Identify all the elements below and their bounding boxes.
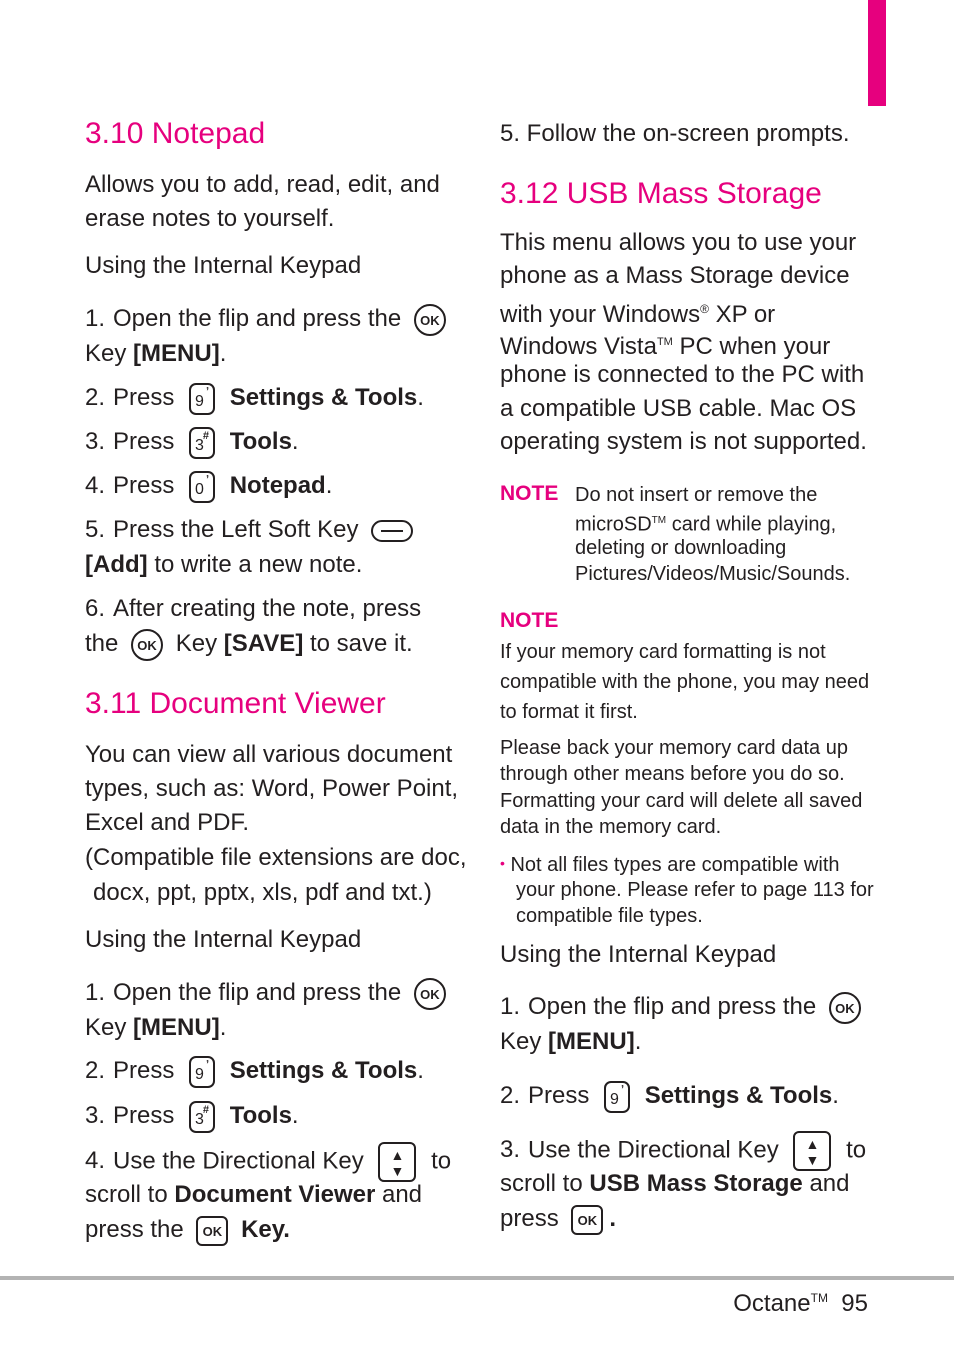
step-number: 1. xyxy=(85,305,106,332)
usb-para-line-7: operating system is not supported. xyxy=(500,428,867,455)
usb-step-2: 2. Press 9 ʼ Settings & Tools. xyxy=(500,1078,839,1113)
note-1-line-4: Pictures/Videos/Music/Sounds. xyxy=(575,563,851,585)
docviewer-step-1-cont: Key [MENU]. xyxy=(85,1014,227,1041)
step-number: 4. xyxy=(85,472,106,499)
ok-key-icon: OK xyxy=(414,304,446,336)
step-number: 3. xyxy=(85,428,106,455)
step-number: 2. xyxy=(500,1082,521,1109)
zero-key-icon: 0 ʼ xyxy=(189,471,215,503)
step-number: 2. xyxy=(85,384,106,411)
docviewer-step-4-cont-2: press the OK Key. xyxy=(85,1212,290,1247)
docviewer-title: 3.11 Document Viewer xyxy=(85,687,386,720)
docviewer-step-2: 2. Press 9 ʼ Settings & Tools. xyxy=(85,1053,424,1088)
bullet-icon: • xyxy=(500,855,505,871)
docviewer-para-line-1: You can view all various document xyxy=(85,741,453,768)
notepad-intro-line-1: Allows you to add, read, edit, and xyxy=(85,171,440,198)
docviewer-step-3: 3. Press 3 # Tools. xyxy=(85,1098,299,1133)
note-2-para-2-line-3: Formatting your card will delete all saved xyxy=(500,790,863,812)
docviewer-para-line-4: (Compatible file extensions are doc, xyxy=(85,844,467,871)
notepad-step-1-cont: Key [MENU]. xyxy=(85,340,227,367)
note-2-para-2-line-1: Please back your memory card data up xyxy=(500,737,848,759)
three-key-icon: 3 # xyxy=(189,427,215,459)
usb-para-line-5: phone is connected to the PC with xyxy=(500,361,865,388)
note-2-line-3: to format it first. xyxy=(500,701,638,723)
ok-key-icon: OK xyxy=(829,992,861,1024)
notepad-step-5: 5. Press the Left Soft Key xyxy=(85,512,419,547)
docviewer-step-4: 4. Use the Directional Key ▲ ▼ to xyxy=(85,1142,451,1182)
bullet-line-1: • Not all files types are compatible with xyxy=(500,854,840,876)
step-number: 2. xyxy=(85,1057,106,1084)
note-2-line-1: If your memory card formatting is not xyxy=(500,641,826,663)
notepad-title: 3.10 Notepad xyxy=(85,117,266,150)
notepad-subhead: Using the Internal Keypad xyxy=(85,252,362,279)
section-tab-marker xyxy=(868,0,886,106)
directional-key-icon: ▲ ▼ xyxy=(793,1131,831,1171)
bullet-line-2: your phone. Please refer to page 113 for xyxy=(516,879,874,901)
note-1-line-2: microSD™ card while playing, xyxy=(575,513,837,536)
ok-key-icon: OK xyxy=(414,978,446,1010)
note-1-line-3: deleting or downloading xyxy=(575,537,787,559)
step-number: 6. xyxy=(85,595,106,622)
ok-key-icon: OK xyxy=(131,629,163,661)
note-2-para-2-line-2: through other means before you do so. xyxy=(500,763,845,785)
usb-subhead: Using the Internal Keypad xyxy=(500,941,777,968)
notepad-step-3: 3. Press 3 # Tools. xyxy=(85,424,299,459)
usb-step-1: 1. Open the flip and press the OK xyxy=(500,989,867,1024)
step-number: 1. xyxy=(500,993,521,1020)
usb-title: 3.12 USB Mass Storage xyxy=(500,177,822,210)
step-number: 3. xyxy=(500,1136,521,1164)
footer-rule xyxy=(0,1276,954,1280)
notepad-step-2: 2. Press 9 ʼ Settings & Tools. xyxy=(85,380,424,415)
step-number: 3. xyxy=(85,1102,106,1129)
usb-para-line-1: This menu allows you to use your xyxy=(500,229,857,256)
docviewer-step-1: 1. Open the flip and press the OK xyxy=(85,975,452,1010)
notepad-step-5-follow: 5. Follow the on-screen prompts. xyxy=(500,120,850,147)
note-1-label: NOTE xyxy=(500,482,559,505)
nine-key-icon: 9 ʼ xyxy=(189,1056,215,1088)
docviewer-para-line-5: docx, ppt, pptx, xls, pdf and txt.) xyxy=(93,879,432,906)
brand-tm: TM xyxy=(810,1291,828,1305)
usb-para-line-6: a compatible USB cable. Mac OS xyxy=(500,395,857,422)
nine-key-icon: 9 ʼ xyxy=(604,1081,630,1113)
notepad-intro-line-2: erase notes to yourself. xyxy=(85,205,335,232)
docviewer-para-line-3: Excel and PDF. xyxy=(85,809,250,836)
three-key-icon: 3 # xyxy=(189,1101,215,1133)
usb-step-3-cont-2: press OK . xyxy=(500,1201,616,1236)
step-number: 1. xyxy=(85,979,106,1006)
note-2-line-2: compatible with the phone, you may need xyxy=(500,671,870,693)
notepad-step-4: 4. Press 0 ʼ Notepad. xyxy=(85,468,332,503)
note-2-label: NOTE xyxy=(500,609,559,632)
notepad-step-6: 6. After creating the note, press xyxy=(85,591,421,626)
note-1-line-1: Do not insert or remove the xyxy=(575,484,818,506)
directional-key-icon: ▲ ▼ xyxy=(378,1142,416,1182)
brand-name: Octane xyxy=(733,1290,811,1317)
usb-para-line-2: phone as a Mass Storage device xyxy=(500,262,850,289)
docviewer-step-4-cont: scroll to Document Viewer and xyxy=(85,1181,423,1208)
notepad-step-5-cont: [Add] to write a new note. xyxy=(85,551,363,578)
note-2-para-2-line-4: data in the memory card. xyxy=(500,816,722,838)
step-number: 5. xyxy=(85,516,106,543)
ok-key-icon: OK xyxy=(196,1216,228,1246)
docviewer-subhead: Using the Internal Keypad xyxy=(85,926,362,953)
left-soft-key-icon xyxy=(371,520,413,542)
notepad-step-6-cont: the OK Key [SAVE] to save it. xyxy=(85,626,413,661)
usb-step-3: 3. Use the Directional Key ▲ ▼ to xyxy=(500,1131,866,1171)
docviewer-para-line-2: types, such as: Word, Power Point, xyxy=(85,775,459,802)
step-number: 4. xyxy=(85,1147,106,1175)
usb-step-3-cont: scroll to USB Mass Storage and xyxy=(500,1170,850,1197)
page-number: 95 xyxy=(841,1290,868,1317)
bullet-line-3: compatible file types. xyxy=(516,905,703,927)
ok-key-icon: OK xyxy=(571,1205,603,1235)
usb-para-line-4: Windows Vista™ PC when your xyxy=(500,333,831,360)
usb-step-1-cont: Key [MENU]. xyxy=(500,1028,642,1055)
nine-key-icon: 9 ʼ xyxy=(189,383,215,415)
page-footer xyxy=(733,1290,868,1318)
notepad-step-1: 1. Open the flip and press the OK xyxy=(85,301,452,336)
usb-para-line-3: with your Windows® XP or xyxy=(500,301,776,328)
